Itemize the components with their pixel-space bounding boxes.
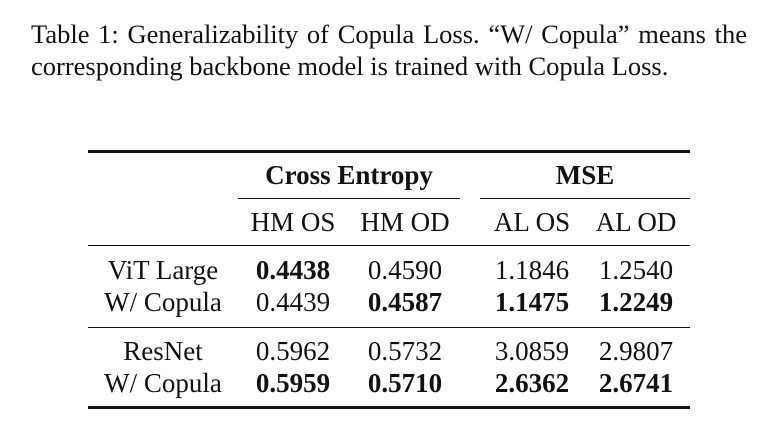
- table-cell: 1.1846: [494, 255, 570, 285]
- table-cell: 2.6362: [494, 368, 570, 398]
- table-cell: 0.5959: [255, 368, 331, 398]
- column-header: AL OD: [595, 207, 677, 237]
- group-header-cross-entropy: Cross Entropy: [265, 160, 433, 190]
- mid-rule: [88, 327, 690, 328]
- table-cell: 0.4439: [255, 287, 331, 317]
- table-cell: 0.4438: [255, 255, 331, 285]
- group-header-mse: MSE: [555, 160, 615, 190]
- table-cell: 1.2249: [598, 287, 674, 317]
- table-cell: 2.6741: [598, 368, 674, 398]
- table-cell: 1.1475: [494, 287, 570, 317]
- row-label: W/ Copula: [104, 287, 222, 317]
- column-header: AL OS: [493, 207, 571, 237]
- row-label: W/ Copula: [104, 368, 222, 398]
- cmidrule-cross-entropy: [238, 198, 460, 199]
- row-label: ViT Large: [107, 255, 219, 285]
- top-rule: [88, 150, 690, 153]
- mid-rule: [88, 245, 690, 246]
- table-cell: 0.4587: [367, 287, 443, 317]
- table-cell: 0.5962: [255, 336, 331, 366]
- table-caption: Table 1: Generalizability of Copula Loss. “W/ Copula” means the corresponding backbone model is trained with Copula Loss.: [31, 19, 747, 81]
- bottom-rule: [88, 406, 690, 409]
- table-cell: 2.9807: [598, 336, 674, 366]
- cmidrule-mse: [480, 198, 690, 199]
- table-cell: 1.2540: [598, 255, 674, 285]
- table-cell: 0.5732: [367, 336, 443, 366]
- table-cell: 0.4590: [367, 255, 443, 285]
- table-cell: 0.5710: [367, 368, 443, 398]
- row-label: ResNet: [123, 336, 203, 366]
- column-header: HM OS: [250, 207, 336, 237]
- table-cell: 3.0859: [494, 336, 570, 366]
- column-header: HM OD: [360, 207, 450, 237]
